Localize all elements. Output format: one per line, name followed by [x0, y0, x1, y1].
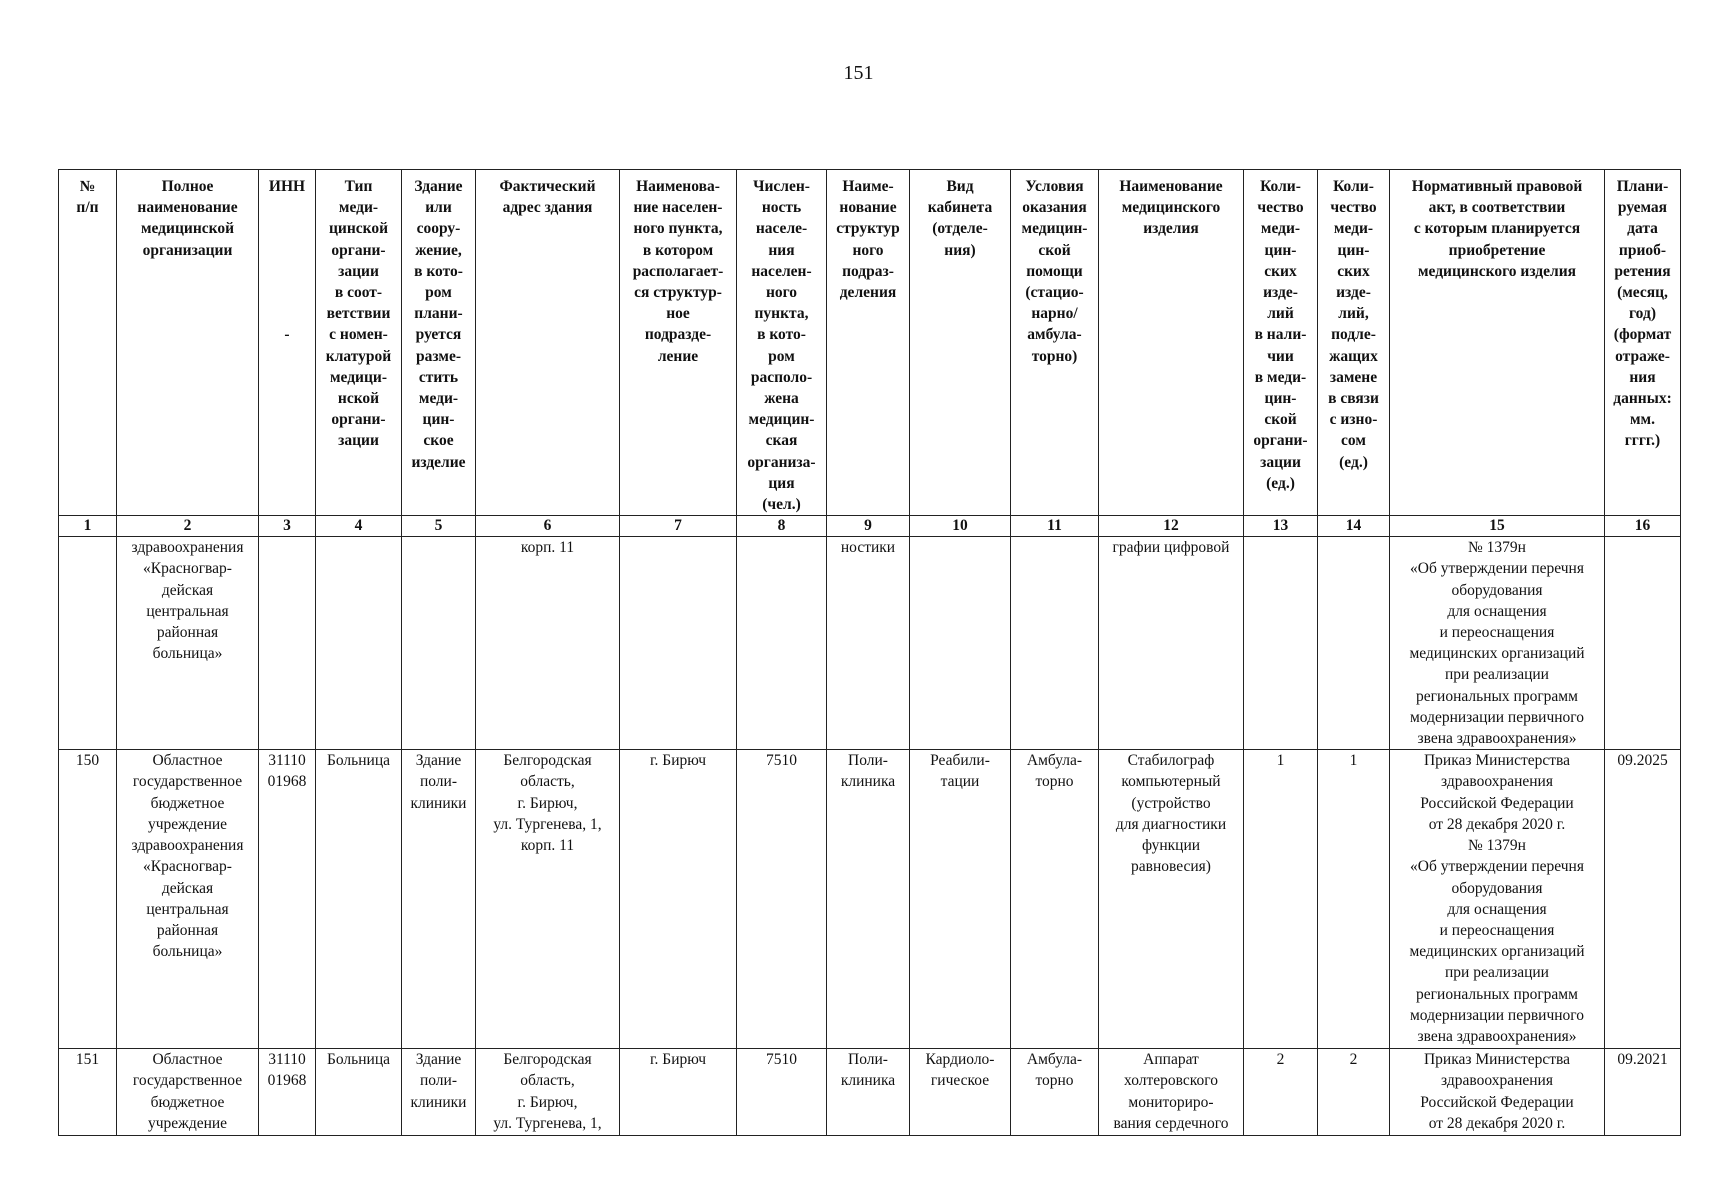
column-header: Нормативный правовой акт, в соответствии с которым планируется приобретение медицинского изделия [1390, 170, 1605, 516]
equipment-table [58, 169, 1681, 1136]
column-number: 5 [402, 516, 476, 537]
table-cell [910, 537, 1011, 750]
column-number: 12 [1099, 516, 1244, 537]
table-cell: Здание поли- клиники [402, 750, 476, 1049]
table-cell: Поли- клиника [827, 1049, 910, 1136]
column-number: 8 [737, 516, 827, 537]
column-header: Полное наименование медицинской организации [117, 170, 259, 516]
table-cell: 09.2025 [1605, 750, 1681, 1049]
table-cell: Больница [316, 750, 402, 1049]
table-cell: Областное государственное бюджетное учреждение здравоохранения «Красногвар- дейская центральная районная больница» [117, 750, 259, 1049]
column-header: Наиме- нование структур ного подраз- деления [827, 170, 910, 516]
column-header: Коли- чество меди- цин- ских изде- лий в нали- чии в меди- цин- ской органи- зации (ед.) [1244, 170, 1318, 516]
table-cell: 7510 [737, 1049, 827, 1136]
table-cell: Областное государственное бюджетное учреждение [117, 1049, 259, 1136]
table-cell: Стабилограф компьютерный (устройство для диагностики функции равновесия) [1099, 750, 1244, 1049]
column-header: Наименование медицинского изделия [1099, 170, 1244, 516]
table-cell: Реабили- тации [910, 750, 1011, 1049]
column-header: Коли- чество меди- цин- ских изде- лий, подле- жащих замене в связи с изно- сом (ед.) [1318, 170, 1390, 516]
table-cell: здравоохранения «Красногвар- дейская центральная районная больница» [117, 537, 259, 750]
table-cell [1605, 537, 1681, 750]
column-number: 13 [1244, 516, 1318, 537]
table-row-150 [59, 750, 1681, 1049]
table-cell: г. Бирюч [620, 750, 737, 1049]
table-cell: 1 [1318, 750, 1390, 1049]
column-number: 9 [827, 516, 910, 537]
table-cell: корп. 11 [476, 537, 620, 750]
table-cell: Белгородская область, г. Бирюч, ул. Тургенева, 1, [476, 1049, 620, 1136]
table-cell [402, 537, 476, 750]
column-header: Здание или соору- жение, в кото- ром плани- руется разме- стить меди- цин- ское изделие [402, 170, 476, 516]
table-cell [1011, 537, 1099, 750]
table-cell: ностики [827, 537, 910, 750]
column-number: 15 [1390, 516, 1605, 537]
column-number: 2 [117, 516, 259, 537]
table-cell [316, 537, 402, 750]
column-number: 7 [620, 516, 737, 537]
table-cell: Приказ Министерства здравоохранения Российской Федерации от 28 декабря 2020 г. [1390, 1049, 1605, 1136]
table-cell [1318, 537, 1390, 750]
column-number: 16 [1605, 516, 1681, 537]
column-number: 1 [59, 516, 117, 537]
table-cell: г. Бирюч [620, 1049, 737, 1136]
column-header: ИНН - [259, 170, 316, 516]
column-header: Наименова- ние населен- ного пункта, в котором располагает- ся структур- ное подразде- ление [620, 170, 737, 516]
table-cell: Кардиоло- гическое [910, 1049, 1011, 1136]
table-cell: 2 [1318, 1049, 1390, 1136]
table-cell: Аппарат холтеровского мониториро- вания сердечного [1099, 1049, 1244, 1136]
table-cell: 31110 01968 [259, 750, 316, 1049]
table-cell: Поли- клиника [827, 750, 910, 1049]
table-cell: 1 [1244, 750, 1318, 1049]
column-header: № п/п [59, 170, 117, 516]
table-cell: 7510 [737, 750, 827, 1049]
table-cell: № 1379н «Об утверждении перечня оборудования для оснащения и переоснащения медицинских организаций при реализации региональных программ модернизации первичного звена здравоохранения» [1390, 537, 1605, 750]
column-number: 6 [476, 516, 620, 537]
table-cell: Белгородская область, г. Бирюч, ул. Тургенева, 1, корп. 11 [476, 750, 620, 1049]
table-cell: графии цифровой [1099, 537, 1244, 750]
column-number: 4 [316, 516, 402, 537]
table-cell [1244, 537, 1318, 750]
column-header: Тип меди- цинской органи- зации в соот- ветствии с номен- клатурой медици- нской органи- зации [316, 170, 402, 516]
page-number: 151 [843, 62, 874, 84]
table-cell: Амбула- торно [1011, 1049, 1099, 1136]
table-cell [59, 537, 117, 750]
column-header: Вид кабинета (отделе- ния) [910, 170, 1011, 516]
column-header: Условия оказания медицин- ской помощи (стацио- нарно/ амбула- торно) [1011, 170, 1099, 516]
table-cell [620, 537, 737, 750]
table-cell: Больница [316, 1049, 402, 1136]
table-cell: Амбула- торно [1011, 750, 1099, 1049]
header-row [59, 170, 1681, 516]
table-row-151 [59, 1049, 1681, 1136]
column-number: 3 [259, 516, 316, 537]
table-cell: Здание поли- клиники [402, 1049, 476, 1136]
column-number: 11 [1011, 516, 1099, 537]
column-header: Числен- ность населе- ния населен- ного пункта, в кото- ром располо- жена медицин- ская организа- ция (чел.) [737, 170, 827, 516]
table-cell: 09.2021 [1605, 1049, 1681, 1136]
table-cell: 150 [59, 750, 117, 1049]
table-cell [737, 537, 827, 750]
table-cell [259, 537, 316, 750]
column-number: 10 [910, 516, 1011, 537]
table-row-continued [59, 537, 1681, 750]
column-header: Плани- руемая дата приоб- ретения (месяц, год) (формат отраже- ния данных: мм. гггг.) [1605, 170, 1681, 516]
table-cell: 2 [1244, 1049, 1318, 1136]
column-number-row [59, 516, 1681, 537]
table-cell: 31110 01968 [259, 1049, 316, 1136]
column-header: Фактический адрес здания [476, 170, 620, 516]
table-cell: Приказ Министерства здравоохранения Российской Федерации от 28 декабря 2020 г. № 1379н «Об утверждении перечня оборудования для оснащения и переоснащения медицинских организаций при реализации региональных программ модернизации первичного звена здравоохранения» [1390, 750, 1605, 1049]
table-cell: 151 [59, 1049, 117, 1136]
column-number: 14 [1318, 516, 1390, 537]
